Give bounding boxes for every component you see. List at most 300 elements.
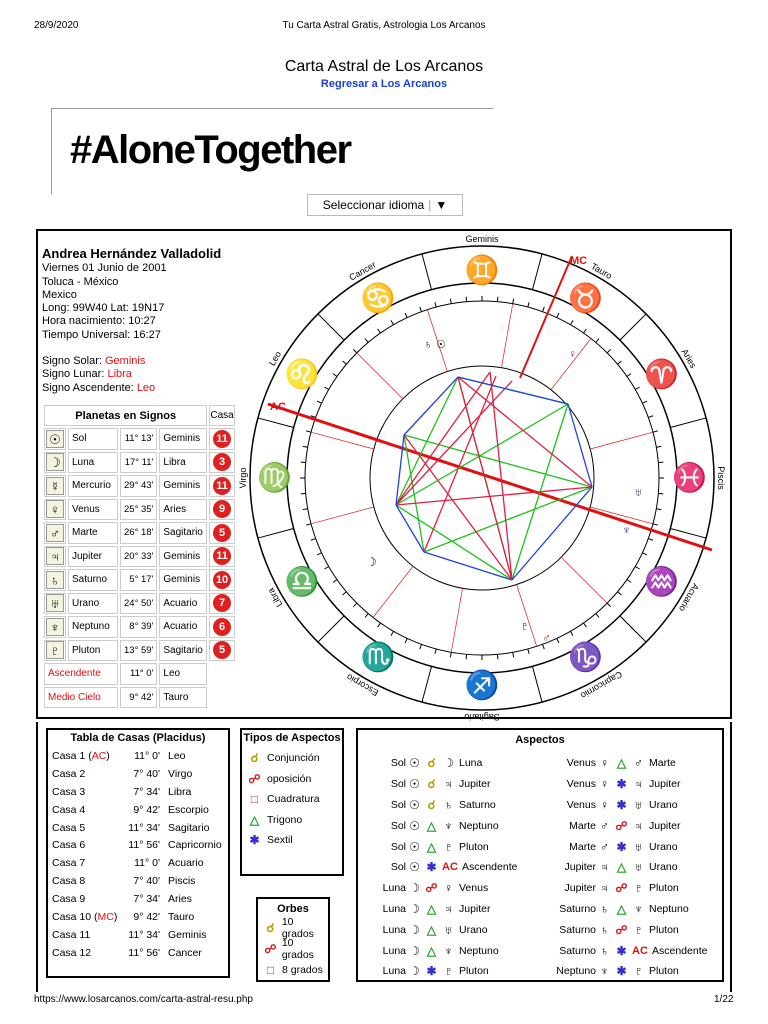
- sextile-icon: ✱: [249, 833, 260, 848]
- person-info: [42, 247, 221, 395]
- aspect-type-icon: △: [616, 860, 627, 875]
- legend-item: [242, 789, 342, 810]
- aspect-row: [546, 774, 707, 795]
- planet-glyph-icon: ☽: [409, 922, 420, 937]
- casa-header: Casa: [209, 405, 234, 426]
- aspect-type-icon: ☌: [427, 756, 436, 771]
- sign-name-label: Escorpio: [344, 671, 381, 699]
- zodiac-sign-icon: ♉: [568, 282, 604, 314]
- planet-row: [44, 593, 235, 615]
- legend-item: [258, 917, 328, 938]
- legend-label: 10 grados: [281, 915, 314, 940]
- person-name: Andrea Hernández Valladolid: [42, 246, 222, 261]
- degree-tick: [306, 431, 311, 432]
- aspect-planet-1: Marte: [569, 819, 596, 832]
- ascendant-axis: [268, 404, 712, 550]
- house-row: [48, 890, 228, 908]
- planet-glyph-icon: ☉: [409, 777, 420, 792]
- aspect-type-icon: △: [616, 756, 627, 771]
- degree-tick: [571, 320, 574, 324]
- planet-name: Mercurio: [68, 475, 118, 497]
- legend-label: Sextil: [267, 834, 293, 847]
- planet-glyph-icon: ☉: [409, 797, 420, 812]
- aspect-planet-1: Luna: [382, 882, 406, 895]
- house-name: Casa 7: [52, 857, 86, 870]
- ascendant-sign: Signo Ascendente: Leo: [42, 381, 156, 394]
- sign-divider: [318, 616, 344, 642]
- planet-name: Luna: [68, 452, 118, 474]
- conjunction-icon: ☌: [266, 920, 275, 935]
- aspect-planet-2: Marte: [649, 757, 676, 770]
- square-icon: □: [250, 792, 259, 807]
- aspect-type-icon: △: [426, 901, 437, 916]
- aspect-planet-2: Pluton: [649, 882, 679, 895]
- degree-tick: [596, 339, 599, 343]
- planet-degree: 25° 35': [120, 499, 157, 521]
- house-degree: 9° 42': [133, 910, 160, 923]
- legend-label: 8 grados: [282, 963, 323, 976]
- moon-icon: ☽: [46, 453, 64, 471]
- solar-sign: Signo Solar: Geminis: [42, 355, 146, 368]
- degree-tick: [648, 539, 653, 541]
- planet-degree: 20° 33': [120, 546, 157, 568]
- house-cusp: [373, 566, 413, 617]
- planet-glyph-icon: ☽: [409, 901, 420, 916]
- astral-chart-wheel: [238, 234, 730, 722]
- degree-tick: [391, 631, 394, 635]
- house-name: Casa 1: [52, 749, 86, 762]
- orbs-legend: [256, 897, 330, 982]
- planet-glyph-icon: ♄: [600, 922, 609, 937]
- house-sign: Tauro: [168, 910, 195, 923]
- planets-table: [42, 403, 237, 710]
- planet-glyph-icon: ☽: [409, 943, 420, 958]
- planet-glyph-icon: ♄: [600, 901, 609, 916]
- aspect-planet-2: Urano: [649, 798, 678, 811]
- jupiter-icon: ♃: [46, 547, 64, 565]
- legend-label: oposición: [267, 772, 312, 785]
- aspect-row: [546, 878, 707, 899]
- degree-tick: [311, 539, 316, 541]
- aspect-planet-2: Urano: [649, 861, 678, 874]
- planet-glyph-icon: ☉: [409, 818, 420, 833]
- degree-tick: [324, 567, 328, 570]
- aspect-type-icon: △: [426, 839, 437, 854]
- aspect-planet-2: Ascendente: [462, 861, 518, 874]
- house-sign: Escorpio: [168, 803, 209, 816]
- print-date: 28/9/2020: [34, 20, 79, 31]
- point-name: Medio Cielo: [44, 687, 118, 709]
- house-row: [48, 783, 228, 801]
- pluto-glyph-icon: ♇: [520, 619, 529, 633]
- planet-sign: Acuario: [159, 593, 207, 615]
- aspect-planet-2: Venus: [459, 882, 489, 895]
- aspect-type-icon: △: [426, 943, 437, 958]
- sign-divider: [258, 528, 294, 538]
- degree-tick: [627, 580, 631, 583]
- house-cusp: [501, 304, 512, 368]
- house-row: [48, 908, 228, 926]
- house-row: [48, 765, 228, 783]
- planet-sign: Sagitario: [159, 640, 207, 662]
- zodiac-sign-icon: ♎: [284, 565, 320, 597]
- sun-icon: ☉: [46, 430, 64, 448]
- planet-degree: 5° 17': [120, 569, 157, 591]
- sign-name-label: Tauro: [589, 261, 614, 281]
- aspect-type-icon: △: [426, 922, 437, 937]
- zodiac-sign-icon: ♍: [257, 462, 292, 493]
- ascendant-sign-value: Leo: [136, 381, 156, 394]
- aspect-planet-1: Sol: [390, 819, 406, 832]
- house-name: Casa 10: [52, 910, 92, 923]
- zodiac-sign-icon: ♒: [644, 565, 680, 597]
- degree-tick: [557, 638, 559, 643]
- aspect-type-icon: ☌: [427, 797, 436, 812]
- degree-tick: [627, 374, 631, 377]
- degree-tick: [648, 416, 653, 418]
- degree-tick: [303, 446, 308, 447]
- house-name: Casa 5: [52, 821, 86, 834]
- degree-tick: [528, 649, 529, 654]
- planet-glyph-icon: ♇: [444, 839, 453, 854]
- aspect-planet-1: Luna: [382, 902, 406, 915]
- planet-name: Venus: [68, 499, 118, 521]
- print-page-title: Tu Carta Astral Gratis, Astrologia Los Arcanos: [282, 20, 486, 31]
- zodiac-sign-icon: ♈: [644, 358, 680, 390]
- degree-tick: [420, 307, 422, 312]
- zodiac-sign-icon: ♌: [284, 358, 320, 390]
- degree-tick: [618, 361, 622, 364]
- house-row: [48, 836, 228, 854]
- zodiac-sign-icon: ♋: [360, 282, 396, 314]
- sun-glyph-icon: ☉: [436, 339, 446, 351]
- sign-divider: [620, 616, 646, 642]
- legend-label: Trigono: [267, 813, 303, 826]
- aspect-row: [546, 815, 707, 836]
- aspect-planet-1: Luna: [382, 965, 406, 978]
- houses-table: [46, 728, 230, 978]
- language-select[interactable]: [307, 194, 463, 216]
- opposition-icon: ☍: [264, 941, 277, 956]
- degree-tick: [513, 652, 514, 657]
- planet-degree: 29° 43': [120, 475, 157, 497]
- aspect-row: [546, 857, 707, 878]
- separator: |: [428, 198, 432, 212]
- house-badge: 3: [213, 453, 231, 471]
- legend-item: [242, 830, 342, 851]
- degree-tick: [450, 652, 451, 657]
- planet-glyph-icon: ☽: [409, 964, 420, 979]
- house-cusp: [590, 432, 653, 449]
- aspect-planet-1: Sol: [390, 778, 406, 791]
- planet-glyph-icon: ♆: [634, 901, 643, 916]
- point-degree: 11° 0': [120, 663, 157, 685]
- degree-tick: [435, 302, 436, 307]
- ac-label: AC: [270, 401, 286, 413]
- house-paren: ): [113, 910, 118, 923]
- planet-name: Pluton: [68, 640, 118, 662]
- zodiac-sign-icon: ♊: [464, 254, 500, 286]
- planet-row: [44, 640, 235, 662]
- house-sign: Piscis: [168, 875, 196, 888]
- planet-glyph-icon: ♂: [600, 839, 609, 854]
- degree-tick: [513, 299, 514, 304]
- aspect-type-icon: ☌: [427, 777, 436, 792]
- ad-banner[interactable]: #AloneTogether: [70, 128, 351, 172]
- aspect-row: [546, 919, 707, 940]
- degree-tick: [343, 361, 347, 364]
- point-sign: Leo: [159, 663, 207, 685]
- planet-row: [44, 546, 235, 568]
- zodiac-sign-icon: ♑: [568, 641, 604, 673]
- aspect-row: [368, 857, 517, 878]
- planet-glyph-icon: ♇: [634, 964, 643, 979]
- planet-row: [44, 522, 235, 544]
- planet-glyph-icon: ♀: [600, 756, 609, 771]
- sextile-line: [404, 377, 458, 435]
- ascendant-row: [44, 663, 235, 685]
- point-degree: 9° 42': [120, 687, 157, 709]
- planet-glyph-icon: ♃: [444, 777, 453, 792]
- orbs-title: Orbes: [277, 903, 309, 915]
- uranus-icon: ♅: [46, 594, 64, 612]
- opposition-line: [490, 372, 512, 580]
- midheaven-axis: [520, 256, 572, 378]
- house-badge: 11: [213, 477, 231, 495]
- legend-item: [258, 959, 328, 980]
- language-select-label: Seleccionar idioma: [322, 198, 425, 212]
- house-sign: Virgo: [168, 767, 193, 780]
- degree-tick: [435, 649, 436, 654]
- house-row: [48, 926, 228, 944]
- house-sign: Capricornio: [168, 839, 222, 852]
- aspect-type-icon: ☍: [615, 818, 628, 833]
- house-name: Casa 12: [52, 946, 92, 959]
- house-sign: Geminis: [168, 928, 207, 941]
- sign-name-label: Geminis: [465, 234, 499, 244]
- planet-glyph-icon: ♃: [634, 777, 643, 792]
- neptune-icon: ♆: [46, 618, 64, 636]
- aspect-planet-1: Sol: [390, 798, 406, 811]
- aspect-type-icon: ✱: [616, 943, 627, 958]
- degree-tick: [420, 644, 422, 649]
- aspect-type-icon: ✱: [426, 964, 437, 979]
- aspect-row: [368, 753, 517, 774]
- aspect-type-icon: ☍: [615, 881, 628, 896]
- planet-glyph-icon: ♃: [600, 881, 609, 896]
- aspect-row: [368, 940, 517, 961]
- degree-tick: [571, 631, 574, 635]
- midheaven-row: [44, 687, 235, 709]
- house-row: [48, 872, 228, 890]
- house-badge: 11: [213, 430, 231, 448]
- aspect-type-icon: ✱: [616, 839, 627, 854]
- lunar-sign: Signo Lunar: Libra: [42, 368, 132, 381]
- aspect-planet-2: Pluton: [459, 965, 489, 978]
- degree-tick: [528, 302, 529, 307]
- aspect-planet-2: Jupiter: [459, 902, 491, 915]
- zodiac-ring: [284, 283, 680, 673]
- planet-glyph-icon: ♅: [634, 839, 643, 854]
- planet-glyph-icon: ♇: [634, 881, 643, 896]
- degree-tick: [317, 401, 322, 403]
- house-name: Casa 4: [52, 803, 86, 816]
- planet-glyph-icon: ♀: [600, 777, 609, 792]
- aspect-planet-2: Urano: [649, 840, 678, 853]
- aspect-planet-1: Luna: [382, 923, 406, 936]
- house-badge: 11: [213, 547, 231, 565]
- aspect-planet-2: Neptuno: [459, 944, 499, 957]
- legend-item: [242, 810, 342, 831]
- degree-tick: [543, 644, 545, 649]
- degree-tick: [324, 387, 328, 390]
- pluto-icon: ♇: [46, 641, 64, 659]
- aspect-type-icon: △: [426, 818, 437, 833]
- aspect-planet-2: Luna: [459, 757, 483, 770]
- planet-name: Urano: [68, 593, 118, 615]
- planet-sign: Geminis: [159, 475, 207, 497]
- planet-glyph-icon: ♄: [444, 797, 453, 812]
- planet-glyph-icon: AC: [632, 944, 648, 957]
- planet-degree: 17° 11': [120, 452, 157, 474]
- house-degree: 11° 0': [134, 857, 160, 870]
- house-badge: 5: [213, 524, 231, 542]
- degree-tick: [584, 623, 587, 627]
- aspect-planet-2: Neptuno: [649, 902, 689, 915]
- conjunction-icon: ☌: [250, 751, 259, 766]
- house-degree: 11° 56': [128, 946, 160, 959]
- aspect-row: [546, 795, 707, 816]
- aspect-planet-2: Pluton: [649, 965, 679, 978]
- degree-tick: [353, 349, 357, 353]
- aspect-row: [368, 919, 517, 940]
- aspect-planet-1: Venus: [566, 798, 596, 811]
- planet-sign: Geminis: [159, 546, 207, 568]
- planet-name: Jupiter: [68, 546, 118, 568]
- house-name: Casa 2: [52, 767, 86, 780]
- house-cusp: [517, 585, 537, 647]
- degree-tick: [306, 524, 311, 525]
- planet-degree: 13° 59': [120, 640, 157, 662]
- legend-label: Cuadratura: [267, 793, 320, 806]
- planet-degree: 24° 50': [120, 593, 157, 615]
- planet-glyph-icon: ♆: [444, 943, 453, 958]
- planet-row: [44, 569, 235, 591]
- aspect-type-icon: ✱: [616, 797, 627, 812]
- point-sign: Tauro: [159, 687, 207, 709]
- sign-name-label: Leo: [266, 349, 284, 368]
- house-name: Casa 8: [52, 875, 86, 888]
- planet-glyph-icon: ♄: [600, 943, 609, 958]
- saturn-icon: ♄: [46, 571, 64, 589]
- sign-name-label: Libra: [265, 586, 285, 609]
- aspect-planet-1: Marte: [569, 840, 596, 853]
- planet-glyph-icon: ♅: [634, 797, 643, 812]
- house-cusp: [311, 507, 374, 524]
- birth-country: Mexico: [42, 288, 77, 301]
- sign-divider: [532, 254, 542, 290]
- aspect-planet-2: Saturno: [459, 798, 496, 811]
- house-sign: Cancer: [168, 946, 202, 959]
- birth-coords: Long: 99W40 Lat: 19N17: [42, 302, 165, 315]
- house-name: Casa 11: [52, 928, 91, 941]
- aspect-planet-1: Sol: [390, 840, 406, 853]
- degree-tick: [584, 329, 587, 333]
- square-icon: □: [266, 962, 275, 977]
- degree-tick: [656, 446, 661, 447]
- trine-icon: △: [249, 812, 260, 827]
- aspect-row: [368, 836, 517, 857]
- house-name: Casa 3: [52, 785, 86, 798]
- house-row: [48, 944, 228, 962]
- aspect-planet-1: Venus: [566, 778, 596, 791]
- venus-icon: ♀: [46, 500, 64, 518]
- aspect-planet-1: Venus: [566, 757, 596, 770]
- houses-table-title: Tabla de Casas (Placidus): [70, 732, 206, 744]
- degree-tick: [405, 638, 407, 643]
- degree-tick: [642, 401, 647, 403]
- sign-divider: [670, 418, 706, 428]
- aspect-row: [368, 961, 517, 982]
- degree-tick: [333, 374, 337, 377]
- birth-date: Viernes 01 Junio de 2001: [42, 262, 167, 275]
- planet-glyph-icon: ♃: [600, 860, 609, 875]
- legend-item: [242, 748, 342, 769]
- planet-glyph-icon: ♅: [444, 922, 453, 937]
- uranus-glyph-icon: ♅: [634, 485, 643, 499]
- birth-time: Hora nacimiento: 10:27: [42, 315, 156, 328]
- aspect-planet-2: Pluton: [649, 923, 679, 936]
- house-paren: ): [106, 749, 110, 762]
- aspect-row: [546, 940, 707, 961]
- aspect-planet-2: Jupiter: [459, 778, 491, 791]
- degree-tick: [557, 313, 559, 318]
- house-degree: 7° 40': [133, 875, 160, 888]
- degree-tick: [653, 524, 658, 525]
- planet-name: Sol: [68, 428, 118, 450]
- moon-glyph-icon: ☽: [366, 555, 377, 569]
- point-name: Ascendente: [44, 663, 118, 685]
- mercury-icon: ☿: [46, 477, 64, 495]
- degree-tick: [607, 349, 611, 353]
- degree-tick: [642, 553, 647, 555]
- planet-sign: Acuario: [159, 616, 207, 638]
- house-paren: (: [85, 749, 92, 762]
- planet-degree: 26° 18': [120, 522, 157, 544]
- sign-name-label: Capricornio: [579, 669, 624, 701]
- aspect-planet-1: Sol: [390, 861, 406, 874]
- legend-label: 10 grados: [281, 936, 314, 961]
- opposition-icon: ☍: [248, 771, 261, 786]
- aspect-planet-1: Neptuno: [556, 965, 596, 978]
- degree-tick: [618, 592, 622, 595]
- house-row: [48, 854, 228, 872]
- degree-tick: [353, 603, 357, 607]
- aspect-planet-2: Ascendente: [652, 944, 708, 957]
- aspect-planet-1: Sol: [390, 757, 406, 770]
- planet-sign: Aries: [159, 499, 207, 521]
- house-name: Casa 9: [52, 893, 86, 906]
- planets-table-header: Planetas en Signos: [44, 405, 207, 426]
- back-link[interactable]: Regresar a Los Arcanos: [320, 78, 448, 90]
- planet-glyph-icon: ♇: [634, 922, 643, 937]
- planet-glyph-icon: ☽: [443, 756, 454, 771]
- saturn-glyph-icon: ♄: [424, 339, 433, 351]
- sign-name-label: Sagitario: [464, 712, 500, 722]
- aspect-planet-1: Jupiter: [564, 882, 596, 895]
- house-row: [48, 801, 228, 819]
- planet-glyph-icon: ♅: [634, 860, 643, 875]
